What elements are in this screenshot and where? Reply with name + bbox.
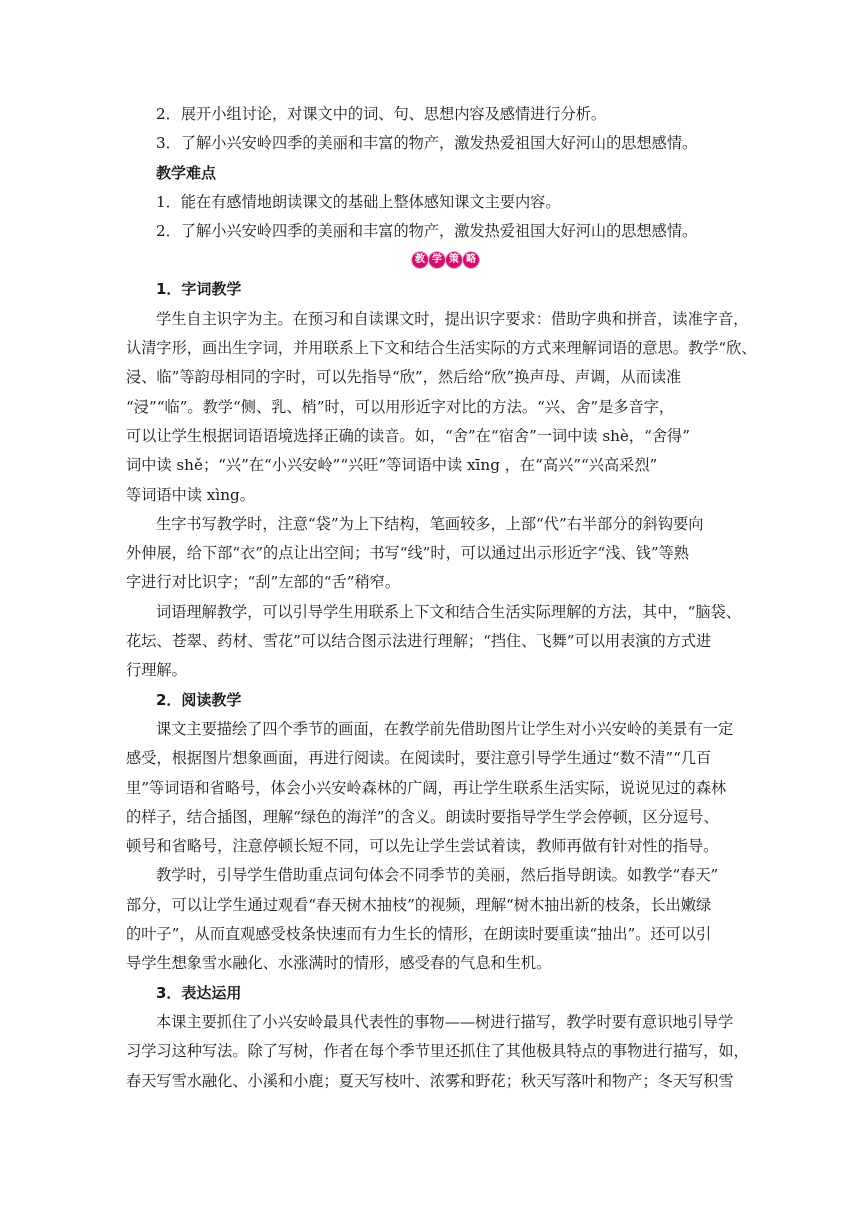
paragraph-line: 2．展开小组讨论，对课文中的词、句、思想内容及感情进行分析。: [156, 105, 607, 123]
paragraph-line: 词语理解教学，可以引导学生用联系上下文和结合生活实际理解的方法，其中，“脑袋、: [156, 602, 741, 621]
section-heading: 教学难点: [156, 163, 217, 182]
paragraph-line: 部分，可以让学生通过观看“春天树木抽枝”的视频，理解“树木抽出新的枝条，长出嫩绿: [126, 895, 712, 914]
section-heading: 3．表达运用: [156, 983, 242, 1002]
paragraph-line: 里”等词语和省略号，体会小兴安岭森林的广阔，再让学生联系生活实际，说说见过的森林: [126, 778, 727, 797]
banner-char: 略: [463, 252, 479, 268]
banner-char: 策: [446, 252, 462, 268]
paragraph-line: 学生自主识字为主。在预习和自读课文时，提出识字要求：借助字典和拼音，读准字音，: [156, 309, 749, 328]
banner-char: 教: [412, 252, 428, 268]
paragraph-line: 1．能在有感情地朗读课文的基础上整体感知课文主要内容。: [156, 192, 561, 211]
banner-char: 学: [429, 252, 445, 268]
section-heading: 1．字词教学: [156, 280, 242, 299]
paragraph-line: 导学生想象雪水融化、水涨满时的情形，感受春的气息和生机。: [126, 954, 552, 973]
paragraph-line: 本课主要抓住了小兴安岭最具代表性的事物——树进行描写，教学时要有意识地引导学: [156, 1012, 734, 1031]
paragraph-line: 可以让学生根据词语语境选择正确的读音。如，“舍”在“宿舍”一词中读 shè，“舍得”: [126, 426, 690, 445]
paragraph-line: 的样子，结合插图，理解“绿色的海洋”的含义。朗读时要指导学生学会停顿，区分逗号、: [126, 807, 719, 826]
paragraph-line: 字进行对比识字；“刮”左部的“舌”稍窄。: [126, 573, 401, 592]
paragraph-line: 感受，根据图片想象画面，再进行阅读。在阅读时，要注意引导学生通过“数不清”“几百: [126, 749, 712, 768]
paragraph-line: 教学时，引导学生借助重点词句体会不同季节的美丽，然后指导朗读。如教学“春天”: [156, 866, 719, 885]
paragraph-line: 外伸展，给下部“衣”的点让出空间；书写“线”时，可以通过出示形近字“浅、钱”等熟: [126, 544, 689, 563]
paragraph-line: 顿号和省略号，注意停顿长短不同，可以先让学生尝试着读，教师再做有针对性的指导。: [126, 837, 719, 856]
section-banner: [126, 246, 738, 275]
paragraph-line: 词中读 shě；“兴”在“小兴安岭”“兴旺”等词语中读 xīng ，在“高兴”“兴高采烈”: [126, 456, 658, 475]
paragraph-line: 浸、临”等韵母相同的字时，可以先指导“欣”，然后给“欣”换声母、声调，从而读准: [126, 368, 682, 387]
section-heading: 2．阅读教学: [156, 690, 242, 709]
paragraph-line: 春天写雪水融化、小溪和小鹿；夏天写枝叶、浓雾和野花；秋天写落叶和物产；冬天写积雪: [126, 1071, 734, 1090]
paragraph-line: 的叶子”，从而直观感受枝条快速而有力生长的情形，在朗读时要重读“抽出”。还可以引: [126, 925, 712, 944]
paragraph-line: 行理解。: [126, 661, 187, 680]
paragraph-line: 2．了解小兴安岭四季的美丽和丰富的物产，激发热爱祖国大好河山的思想感情。: [156, 222, 698, 241]
paragraph-line: 认清字形，画出生字词，并用联系上下文和结合生活实际的方式来理解词语的意思。教学“欣、: [126, 339, 757, 358]
paragraph-line: 3．了解小兴安岭四季的美丽和丰富的物产，激发热爱祖国大好河山的思想感情。: [156, 134, 698, 153]
paragraph-line: 课文主要描绘了四个季节的画面，在教学前先借助图片让学生对小兴安岭的美景有一定: [156, 719, 734, 738]
document-body: [126, 100, 757, 1096]
paragraph-line: 习学习这种写法。除了写树，作者在每个季节里还抓住了其他极具特点的事物进行描写，如，: [126, 1042, 749, 1061]
paragraph-line: 花坛、苍翠、药材、雪花”可以结合图示法进行理解；“挡住、飞舞”可以用表演的方式进: [126, 632, 712, 651]
paragraph-line: 生字书写教学时，注意“袋”为上下结构，笔画较多，上部“代”右半部分的斜钩要向: [156, 514, 704, 533]
paragraph-line: 等词语中读 xìng。: [126, 485, 255, 504]
paragraph-line: “浸”“临”。教学“侧、乳、梢”时，可以用形近字对比的方法。“兴、舍”是多音字，: [126, 397, 675, 416]
